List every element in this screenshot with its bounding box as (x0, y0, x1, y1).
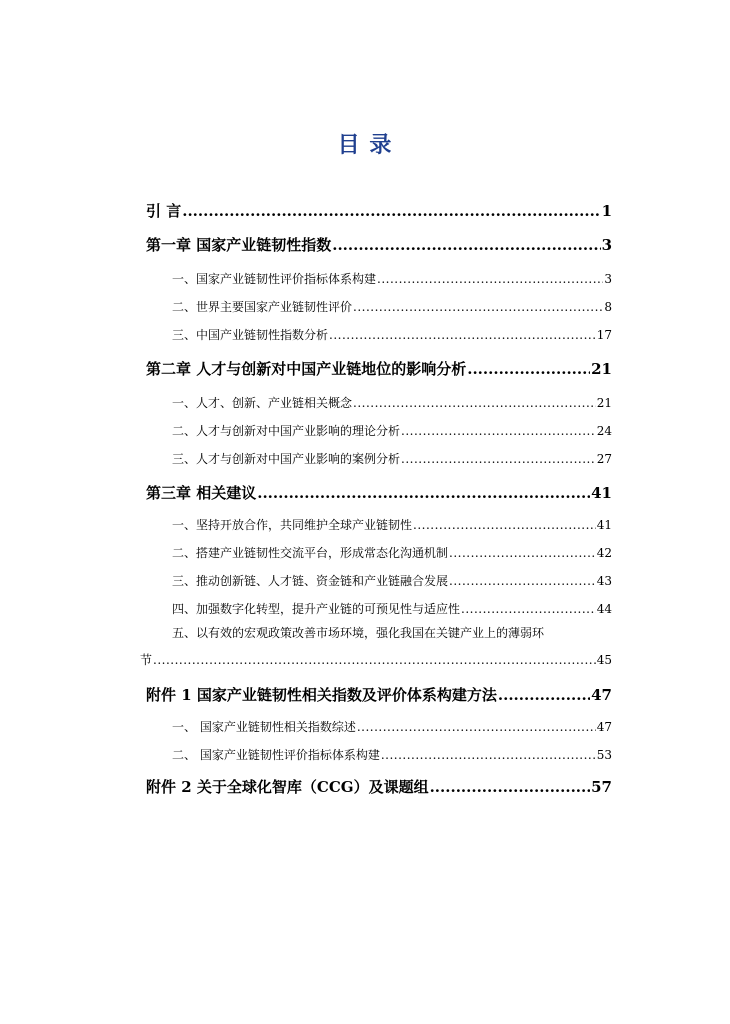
toc-entry-3-5-line1[interactable]: 五、以有效的宏观政策改善市场环境，强化我国在关键产业上的薄弱环 (172, 626, 545, 640)
toc-entry-2-1[interactable] (146, 394, 612, 411)
toc-entry-text: 一、国家产业链韧性评价指标体系构建 (172, 272, 377, 286)
dot-leader (461, 602, 596, 616)
toc-entry-1-3[interactable] (146, 326, 612, 343)
toc-entry-text: 第三章 相关建议 (146, 484, 257, 502)
dot-leader (401, 424, 596, 438)
toc-entry-a1-2[interactable] (146, 746, 612, 763)
dot-leader (353, 396, 596, 410)
toc-entry-chapter-2[interactable] (146, 358, 612, 379)
toc-page-number: 21 (591, 360, 612, 378)
toc-entry-text: 三、推动创新链、人才链、资金链和产业链融合发展 (172, 574, 449, 588)
toc-page-number: 1 (601, 202, 612, 220)
dot-leader (257, 484, 590, 502)
dot-leader (332, 236, 600, 254)
toc-entry-a1-1[interactable] (146, 718, 612, 735)
toc-page-number: 41 (591, 484, 612, 502)
toc-page-number: 45 (596, 653, 612, 667)
toc-entry-chapter-1[interactable] (146, 234, 612, 255)
toc-entry-text: 第一章 国家产业链韧性指数 (146, 236, 332, 254)
toc-entry-text: 二、人才与创新对中国产业影响的理论分析 (172, 424, 401, 438)
dot-leader (153, 653, 596, 667)
toc-entry-text: 节 (140, 653, 153, 667)
toc-page-number: 43 (596, 574, 612, 588)
toc-entry-3-4[interactable] (146, 600, 612, 617)
toc-entry-1-2[interactable] (146, 298, 612, 315)
dot-leader (449, 546, 596, 560)
toc-entry-text: 三、人才与创新对中国产业影响的案例分析 (172, 452, 401, 466)
dot-leader (467, 360, 590, 378)
dot-leader (182, 202, 600, 220)
dot-leader (449, 574, 596, 588)
toc-entry-text: 引 言 (146, 202, 182, 220)
toc-entry-2-3[interactable] (146, 450, 612, 467)
toc-entry-text: 一、人才、创新、产业链相关概念 (172, 396, 353, 410)
toc-entry-text: 一、坚持开放合作，共同维护全球产业链韧性 (172, 518, 413, 532)
toc-entry-text: 一、 国家产业链韧性相关指数综述 (172, 720, 356, 734)
toc-entry-text: 附件 1 国家产业链韧性相关指数及评价体系构建方法 (146, 686, 497, 704)
dot-leader (430, 778, 591, 796)
dot-leader (357, 720, 596, 734)
toc-page-number: 27 (596, 452, 612, 466)
toc-entry-text: 二、搭建产业链韧性交流平台，形成常态化沟通机制 (172, 546, 449, 560)
toc-page-number: 47 (591, 686, 612, 704)
toc-page-number: 57 (591, 778, 612, 796)
dot-leader (498, 686, 590, 704)
toc-entry-text: 二、 国家产业链韧性评价指标体系构建 (172, 748, 380, 762)
toc-entry-3-5[interactable] (140, 651, 612, 668)
toc-page-number: 53 (596, 748, 612, 762)
toc-page-number: 21 (596, 396, 612, 410)
toc-page-number: 3 (601, 236, 612, 254)
toc-page-number: 17 (596, 328, 612, 342)
toc-entry-text: 二、世界主要国家产业链韧性评价 (172, 300, 353, 314)
toc-page-number: 3 (604, 272, 612, 286)
toc-entry-appendix-2[interactable] (146, 776, 612, 797)
dot-leader (381, 748, 596, 762)
toc-page-number: 47 (596, 720, 612, 734)
toc-page-number: 24 (596, 424, 612, 438)
dot-leader (353, 300, 603, 314)
toc-entry-3-2[interactable] (146, 544, 612, 561)
toc-entry-3-3[interactable] (146, 572, 612, 589)
toc-entry-text: 第二章 人才与创新对中国产业链地位的影响分析 (146, 360, 467, 378)
dot-leader (401, 452, 596, 466)
toc-entry-text: 四、加强数字化转型，提升产业链的可预见性与适应性 (172, 602, 461, 616)
toc-page-number: 44 (596, 602, 612, 616)
toc-page-number: 8 (604, 300, 612, 314)
toc-entry-text: 三、中国产业链韧性指数分析 (172, 328, 329, 342)
toc-entry-1-1[interactable] (146, 270, 612, 287)
toc-page-number: 41 (596, 518, 612, 532)
dot-leader (329, 328, 596, 342)
toc-entry-text: 附件 2 关于全球化智库（CCG）及课题组 (146, 778, 429, 796)
toc-page-number: 42 (596, 546, 612, 560)
dot-leader (377, 272, 603, 286)
toc-entry-3-1[interactable] (146, 516, 612, 533)
toc-entry-2-2[interactable] (146, 422, 612, 439)
dot-leader (413, 518, 596, 532)
toc-entry-chapter-3[interactable] (146, 482, 612, 503)
toc-entry-intro[interactable] (146, 200, 612, 221)
toc-entry-appendix-1[interactable] (146, 684, 612, 705)
toc-title: 目 录 (337, 133, 393, 158)
